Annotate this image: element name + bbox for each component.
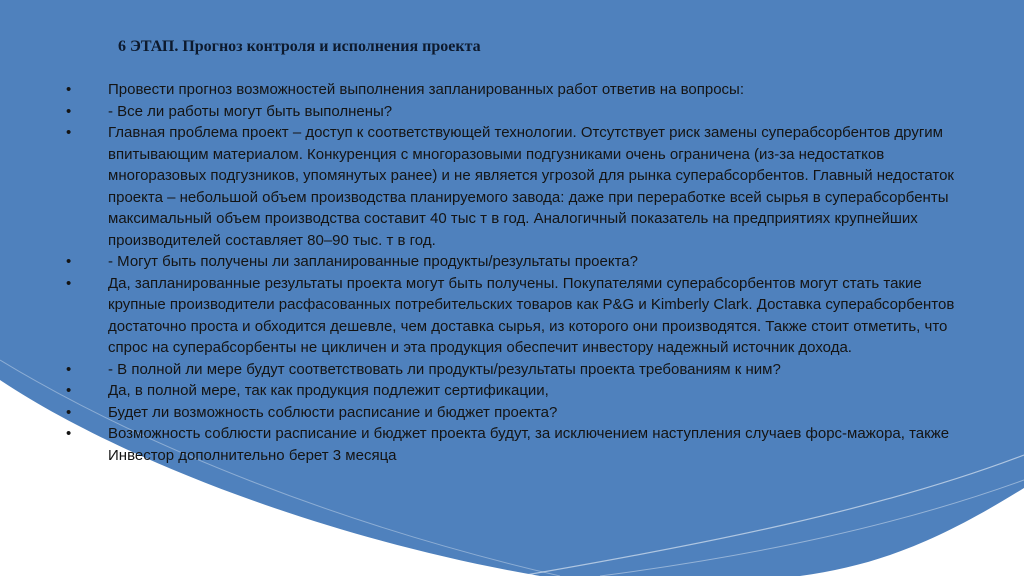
bullet-text: Будет ли возможность соблюсти расписание и бюджет проекта? [108,403,558,421]
bullet-marker: • [66,81,72,98]
bullet-marker: • [66,102,72,120]
bullet-marker: • [66,360,72,378]
bullet-item [66,273,966,359]
bullet-item [66,101,966,123]
bullet-text: - Все ли работы могут быть выполнены? [108,102,393,120]
bullet-marker: • [66,425,72,442]
bullet-marker: • [66,253,72,270]
bullet-marker: • [66,382,72,399]
bullet-item [66,122,966,251]
bullet-list [66,79,966,466]
bullet-item [66,251,966,273]
bullet-text: - Могут быть получены ли запланированные продукты/результаты проекта? [108,253,638,270]
bullet-item [66,402,966,424]
bullet-text: Да, в полной мере, так как продукция подлежит сертификации, [108,382,549,399]
bullet-marker: • [66,124,72,141]
bullet-item [66,79,966,101]
bullet-item [66,380,966,402]
bullet-marker: • [66,274,72,292]
bullet-text: - В полной ли мере будут соответствовать ли продукты/результаты проекта требованиям к ним? [108,360,781,378]
slide-title: 6 ЭТАП. Прогноз контроля и исполнения проекта [118,38,481,55]
bullet-text: Возможность соблюсти расписание и бюджет проекта будут, за исключением наступления случаев форс-мажора, также Инвестор дополнительно берет 3 месяца [108,425,950,464]
bullet-item [66,359,966,381]
bullet-text: Да, запланированные результаты проекта могут быть получены. Покупателями суперабсорбентов могут стать такие крупные производители расфасованных потребительских товаров как P&G и Kimberly Clark. Доставка суперабсорбентов достаточно проста и обходится дешевле, чем доставка сырья, из которого они производятся. Также стоит отметить, что спрос на суперабсорбенты не цикличен и эта продукция обеспечит инвестору надежный источник дохода. [108,274,955,356]
bullet-text: Главная проблема проект – доступ к соответствующей технологии. Отсутствует риск замены суперабсорбентов другим впитывающим материалом. Конкуренция с многоразовыми подгузниками очень ограничена (из-за недостатков многоразовых подгузников, упомянутых ранее) и не является угрозой для рынка суперабсорбентов. Главный недостаток проекта – небольшой объем производства планируемого завода: даже при переработке всей сырья в суперабсорбенты максимальный объем производства составит 40 тыс т в год. Аналогичный показатель на предприятиях крупнейших производителей составляет 80–90 тыс. т в год. [108,124,954,249]
bullet-item [66,423,966,466]
bullet-marker: • [66,403,72,421]
bullet-text: Провести прогноз возможностей выполнения запланированных работ ответив на вопросы: [108,81,744,98]
